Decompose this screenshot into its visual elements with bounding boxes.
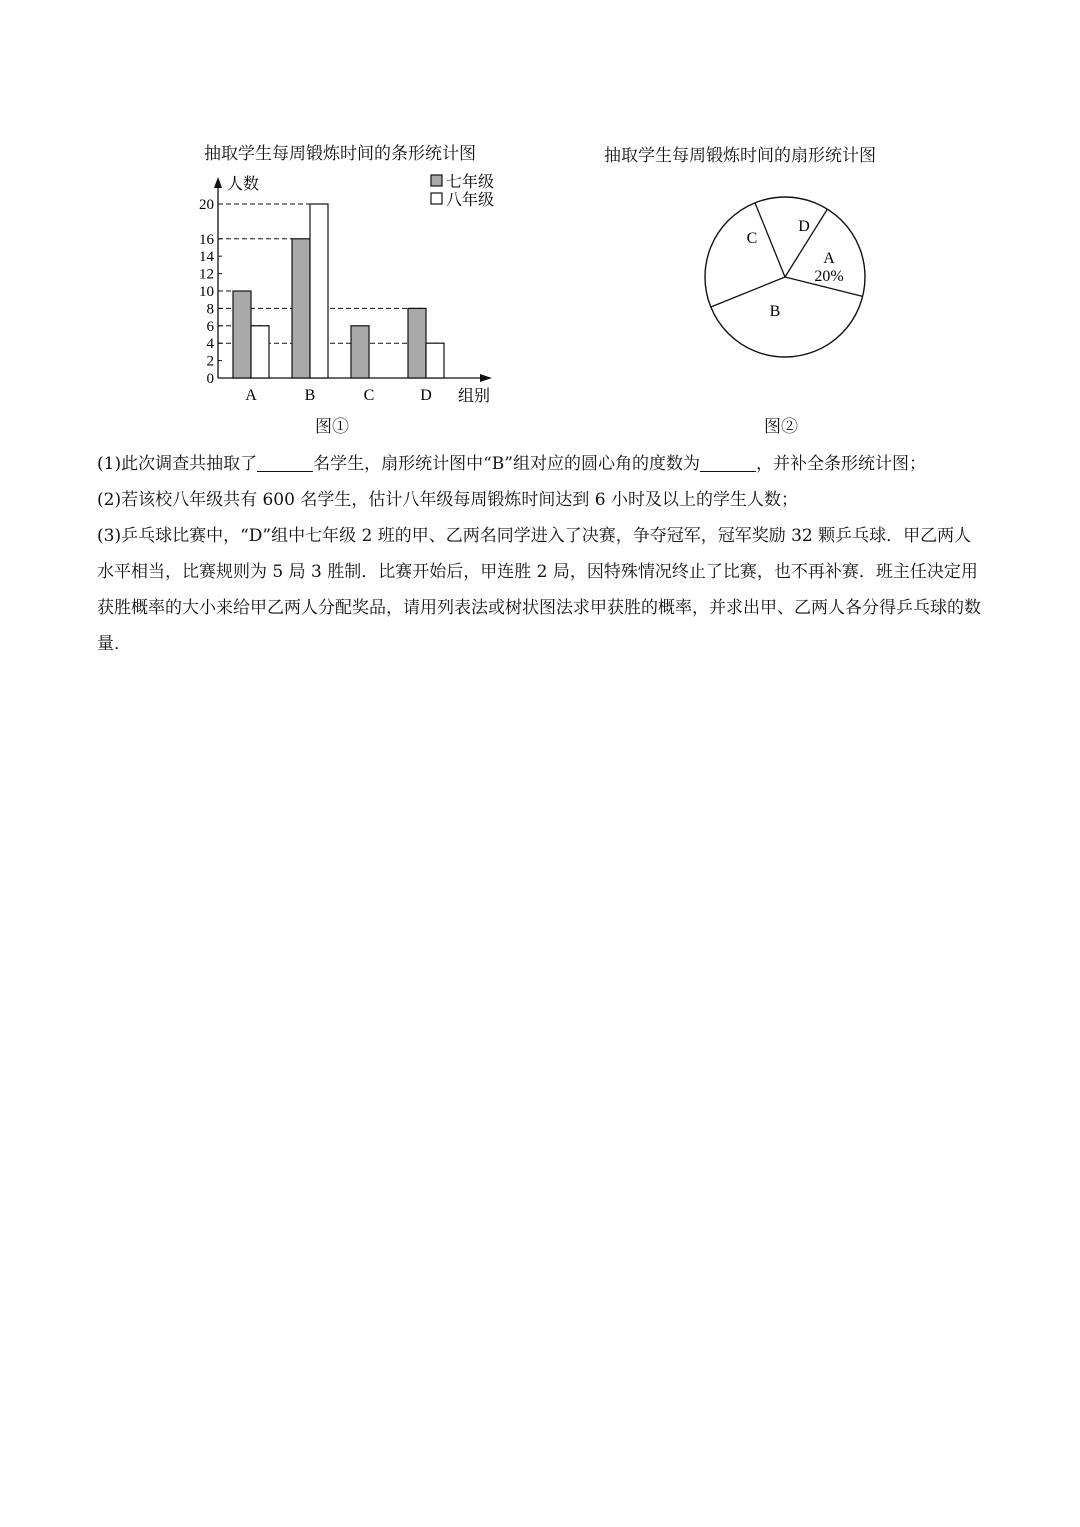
- legend-label: 七年级: [446, 174, 495, 191]
- legend-label: 八年级: [446, 192, 495, 209]
- y-tick-label: 0: [206, 371, 214, 387]
- bar-chart: [190, 168, 710, 428]
- y-tick-label: 14: [199, 249, 214, 266]
- y-tick-label: 20: [199, 197, 214, 213]
- bar-D-grade7: [408, 308, 426, 378]
- pie-chart: [690, 180, 910, 400]
- answer-blank-total[interactable]: [257, 453, 313, 472]
- y-tick-label: 12: [199, 266, 214, 283]
- question-1-text-a: (1)此次调查共抽取了: [97, 454, 258, 474]
- question-2: (2)若该校八年级共有 600 名学生，估计八年级每周锻炼时间达到 6 小时及以上的学生人数；: [97, 490, 798, 510]
- y-tick-label: 4: [206, 336, 214, 353]
- question-1-text-b: 名学生，扇形统计图中“B”组对应的圆心角的度数为: [313, 454, 700, 474]
- y-tick-label: 10: [199, 284, 214, 300]
- y-axis-label: 人数: [227, 176, 260, 193]
- y-tick-label: 8: [206, 301, 214, 318]
- x-tick-label: C: [363, 387, 375, 404]
- question-list: [97, 446, 987, 662]
- y-tick-label: 6: [206, 318, 214, 335]
- pie-chart-caption: 图②: [764, 417, 798, 437]
- pie-slice-label-C: C: [746, 230, 758, 247]
- y-tick-label: 2: [206, 353, 214, 370]
- x-tick-label: A: [245, 387, 257, 404]
- x-tick-label: D: [420, 387, 432, 404]
- x-axis-label: 组别: [458, 388, 491, 405]
- y-axis-arrow: [214, 177, 222, 188]
- bar-chart-title: 抽取学生每周锻炼时间的条形统计图: [204, 144, 476, 164]
- question-1: [97, 446, 987, 482]
- pie-slice-value-A: 20%: [814, 268, 844, 285]
- answer-blank-angle[interactable]: [700, 453, 756, 472]
- question-1-text-c: ，并补全条形统计图；: [755, 454, 926, 474]
- legend-swatch: [431, 193, 442, 204]
- bar-A-grade8: [251, 326, 269, 378]
- question-3: (3)乒乓球比赛中，“D”组中七年级 2 班的甲、乙两名同学进入了决赛，争夺冠军，冠军奖励 32 颗乒乓球．甲乙两人水平相当，比赛规则为 5 局 3 胜制．比赛开始后，甲连胜 2 局，因特殊情况终止了比赛，也不再补赛．班主任决定用获胜概率的大小来给甲乙两人分配奖品，请用列表法或树状图法求甲获胜的概率，并求出甲、乙两人各分得乒乓球的数量．: [97, 526, 981, 654]
- figures-area: [0, 0, 1080, 440]
- pie-slice-label-D: D: [798, 218, 810, 235]
- bar-D-grade8: [426, 343, 444, 378]
- pie-slice-label-B: B: [769, 303, 781, 320]
- legend-swatch: [431, 175, 442, 186]
- bar-B-grade7: [292, 239, 310, 378]
- pie-slice-label-A: A: [823, 250, 835, 267]
- pie-chart-title: 抽取学生每周锻炼时间的扇形统计图: [604, 146, 876, 166]
- bar-chart-caption: 图①: [315, 417, 349, 437]
- bar-A-grade7: [233, 291, 251, 378]
- bar-B-grade8: [310, 204, 328, 378]
- x-axis-arrow: [480, 374, 492, 382]
- bar-C-grade7: [351, 326, 369, 378]
- x-tick-label: B: [304, 387, 316, 404]
- y-tick-label: 16: [199, 231, 214, 248]
